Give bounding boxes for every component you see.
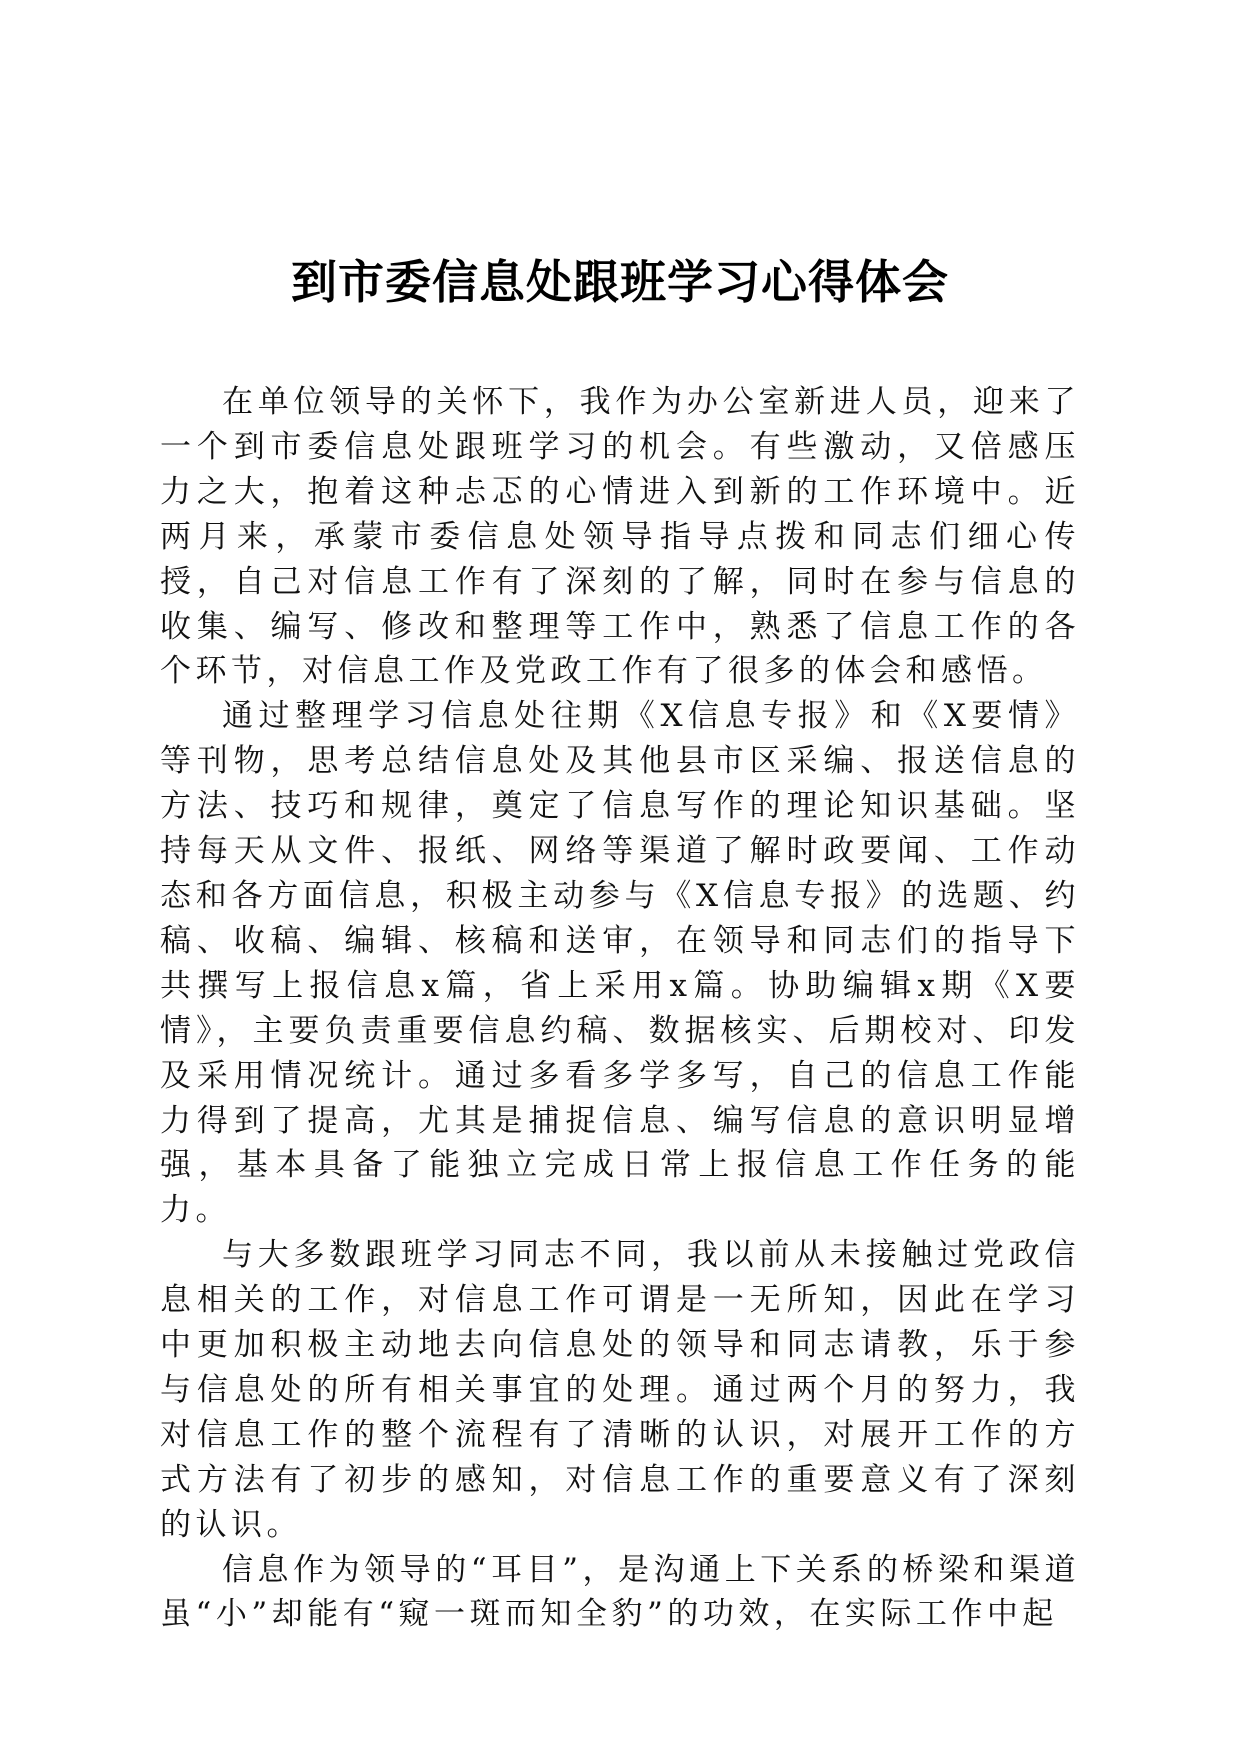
paragraph-4: 信息作为领导的“耳目”，是沟通上下关系的桥梁和渠道虽“小”却能有“窥一斑而知全豹”的功效，在实际工作中起 <box>160 1551 1080 1633</box>
paragraph-2: 通过整理学习信息处往期《X信息专报》和《X要情》等刊物，思考总结信息处及其他县市区采编、报送信息的方法、技巧和规律，奠定了信息写作的理论知识基础。坚持每天从文件、报纸、网络等渠道了解时政要闻、工作动态和各方面信息，积极主动参与《X信息专报》的选题、约稿、收稿、编辑、核稿和送审，在领导和同志们的指导下共撰写上报信息x篇，省上采用x篇。协助编辑x期《X要情》，主要负责重要信息约稿、数据核实、后期校对、印发及采用情况统计。通过多看多学多写，自己的信息工作能力得到了提高，尤其是捕捉信息、编写信息的意识明显增强，基本具备了能独立完成日常上报信息工作任务的能力。 <box>160 698 1080 1229</box>
document-body <box>160 380 1080 1637</box>
document-title: 到市委信息处跟班学习心得体会 <box>291 255 949 309</box>
paragraph-1: 在单位领导的关怀下，我作为办公室新进人员，迎来了一个到市委信息处跟班学习的机会。有些激动，又倍感压力之大，抱着这种忐忑的心情进入到新的工作环境中。近两月来，承蒙市委信息处领导指导点拨和同志们细心传授，自己对信息工作有了深刻的了解，同时在参与信息的收集、编写、修改和整理等工作中，熟悉了信息工作的各个环节，对信息工作及党政工作有了很多的体会和感悟。 <box>160 384 1080 690</box>
paragraph-3: 与大多数跟班学习同志不同，我以前从未接触过党政信息相关的工作，对信息工作可谓是一无所知，因此在学习中更加积极主动地去向信息处的领导和同志请教，乐于参与信息处的所有相关事宜的处理。通过两个月的努力，我对信息工作的整个流程有了清晰的认识，对展开工作的方式方法有了初步的感知，对信息工作的重要意义有了深刻的认识。 <box>160 1237 1080 1543</box>
